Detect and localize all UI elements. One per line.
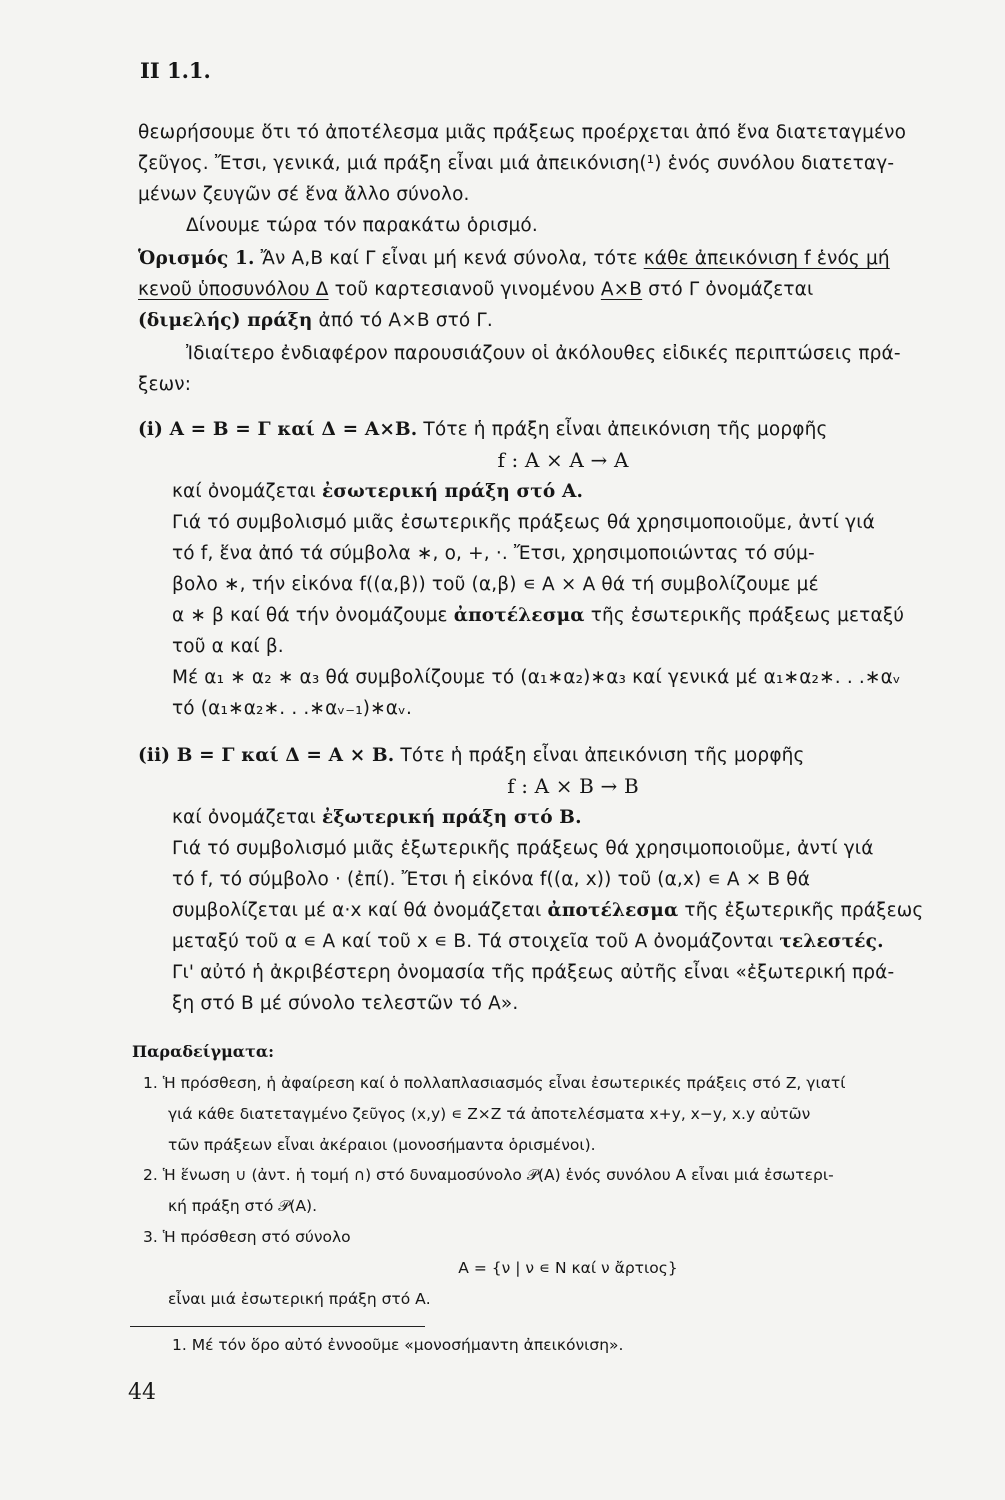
text-line: συμβολίζεται μέ α·x καί θά ὀνομάζεται ἀποτέλεσμα τῆς ἐξωτερικῆς πράξεως <box>172 900 924 921</box>
text-line: θεωρήσουμε ὅτι τό ἀποτέλεσμα μιᾶς πράξεως προέρχεται ἀπό ἕνα διατεταγμένο <box>138 122 907 143</box>
text-line: τῶν πράξεων εἶναι ἀκέραιοι (μονοσήμαντα ὁρισμένοι). <box>168 1136 596 1154</box>
page-number: 44 <box>128 1380 156 1405</box>
text-line: τό (α₁∗α₂∗. . .∗αᵥ₋₁)∗αᵥ. <box>172 698 413 719</box>
text-line: καί ὀνομάζεται ἐξωτερική πράξη στό Β. <box>172 807 582 828</box>
text-line: τό f, τό σύμβολο · (ἐπί). Ἔτσι ἡ εἰκόνα f((α, x)) τοῦ (α,x) ∊ Α × Β θά <box>172 869 811 890</box>
case-ii <box>138 740 968 1019</box>
text-line: 1. Ἡ πρόσθεση, ἡ ἀφαίρεση καί ὁ πολλαπλασιασμός εἶναι ἐσωτερικές πράξεις στό Z, γιατί <box>143 1074 846 1092</box>
set-formula: Α = {ν | ν ∊ N καί ν ἄρτιος} <box>458 1259 678 1277</box>
text-line: 2. Ἡ ἕνωση ∪ (ἀντ. ἡ τομή ∩) στό δυναμοσύνολο 𝒫(Α) ἑνός συνόλου Α εἶναι μιά ἐσωτερι- <box>143 1166 834 1184</box>
intro-paragraph <box>138 117 968 241</box>
formula-internal: f : Α × Α → Α <box>497 448 629 472</box>
text-line: τοῦ α καί β. <box>172 636 284 657</box>
definition-1 <box>138 243 968 336</box>
text-line: ξη στό Β μέ σύνολο τελεστῶν τό Α». <box>172 993 519 1014</box>
example-1 <box>143 1068 973 1161</box>
text-line: Γιά τό συμβολισμό μιᾶς ἐξωτερικῆς πράξεως θά χρησιμοποιοῦμε, ἀντί γιά <box>172 838 874 859</box>
formula-external: f : Α × Β → Β <box>507 774 639 798</box>
text-line: (ii) Β = Γ καί Δ = Α × Β. Τότε ἡ πράξη εἶναι ἀπεικόνιση τῆς μορφῆς <box>138 745 805 766</box>
special-cases-intro <box>138 338 968 400</box>
text-line: γιά κάθε διατεταγμένο ζεῦγος (x,y) ∊ Z×Z τά ἀποτελέσματα x+y, x−y, x.y αὐτῶν <box>168 1105 811 1123</box>
definition-term: (διμελής) πράξη <box>138 310 313 331</box>
text-line: (διμελής) πράξη ἀπό τό Α×Β στό Γ. <box>138 310 493 331</box>
examples-title: Παραδείγματα: <box>132 1042 275 1061</box>
text-line: Δίνουμε τώρα τόν παρακάτω ὁρισμό. <box>186 215 538 236</box>
text-line: Ὁρισμός 1. Ἄν Α,Β καί Γ εἶναι μή κενά σύνολα, τότε κάθε ἀπεικόνιση f ἑνός μή <box>138 248 890 269</box>
text-line: βολο ∗, τήν εἰκόνα f((α,β)) τοῦ (α,β) ∊ Α × Α θά τή συμβολίζουμε μέ <box>172 574 819 595</box>
text-line: εἶναι μιά ἐσωτερική πράξη στό Α. <box>168 1290 431 1308</box>
text-line: κή πράξη στό 𝒫(Α). <box>168 1197 318 1215</box>
text-line: μεταξύ τοῦ α ∊ Α καί τοῦ x ∊ Β. Τά στοιχεῖα τοῦ Α ὀνομάζονται τελεστές. <box>172 931 884 952</box>
text-line: (i) Α = Β = Γ καί Δ = Α×Β. Τότε ἡ πράξη εἶναι ἀπεικόνιση τῆς μορφῆς <box>138 419 828 440</box>
definition-label: Ὁρισμός 1. <box>138 248 255 269</box>
text-line: α ∗ β καί θά τήν ὀνομάζουμε ἀποτέλεσμα τῆς ἐσωτερικῆς πράξεως μεταξύ <box>172 605 905 626</box>
case-i-label: (i) Α = Β = Γ καί Δ = Α×Β. <box>138 419 418 440</box>
text-line: 3. Ἡ πρόσθεση στό σύνολο <box>143 1228 351 1246</box>
running-header: II 1.1. <box>140 58 211 83</box>
text-line: Γιά τό συμβολισμό μιᾶς ἐσωτερικῆς πράξεως θά χρησιμοποιοῦμε, ἀντί γιά <box>172 512 875 533</box>
text-line: καί ὀνομάζεται ἐσωτερική πράξη στό Α. <box>172 481 584 502</box>
example-2 <box>143 1160 973 1222</box>
text-line: Μέ α₁ ∗ α₂ ∗ α₃ θά συμβολίζουμε τό (α₁∗α₂)∗α₃ καί γενικά μέ α₁∗α₂∗. . .∗αᵥ <box>172 667 901 688</box>
example-3 <box>143 1222 973 1315</box>
text-line: ζεῦγος. Ἔτσι, γενικά, μιά πράξη εἶναι μιά ἀπεικόνιση(¹) ἑνός συνόλου διατεταγ- <box>138 153 895 174</box>
text-line: τό f, ἕνα ἀπό τά σύμβολα ∗, ο, +, ·. Ἔτσι, χρησιμοποιώντας τό σύμ- <box>172 543 815 564</box>
footnote-rule <box>130 1326 425 1327</box>
text-line: μένων ζευγῶν σέ ἕνα ἄλλο σύνολο. <box>138 184 470 205</box>
footnote: 1. Μέ τόν ὅρο αὐτό ἐννοοῦμε «μονοσήμαντη ἀπεικόνιση». <box>172 1336 624 1354</box>
case-ii-label: (ii) Β = Γ καί Δ = Α × Β. <box>138 745 395 766</box>
text-line: ξεων: <box>138 374 192 395</box>
text-line: Ἰδιαίτερο ἐνδιαφέρον παρουσιάζουν οἱ ἀκόλουθες εἰδικές περιπτώσεις πρά- <box>186 343 901 364</box>
text-line: Γι' αὐτό ἡ ἀκριβέστερη ὀνομασία τῆς πράξεως αὐτῆς εἶναι «ἐξωτερική πρά- <box>172 962 895 983</box>
text-line: κενοῦ ὑποσυνόλου Δ τοῦ καρτεσιανοῦ γινομένου Α×Β στό Γ ὀνομάζεται <box>138 279 814 300</box>
case-i <box>138 414 968 724</box>
